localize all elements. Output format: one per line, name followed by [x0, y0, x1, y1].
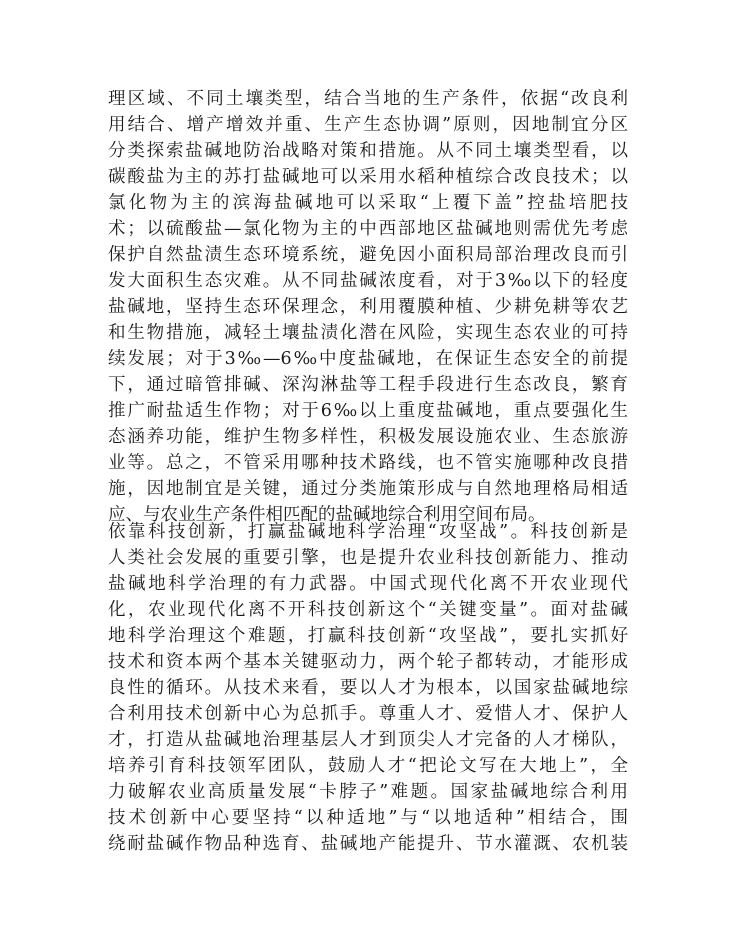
paragraph-line: 推广耐盐适生作物；对于6‰以上重度盐碱地，重点要强化生 [108, 401, 628, 421]
paragraph-line: 术；以硫酸盐—氯化物为主的中西部地区盐碱地则需优先考虑 [108, 219, 628, 239]
paragraph-line: 培养引育科技领军团队，鼓励人才“把论文写在大地上”，全 [108, 756, 628, 776]
paragraph-line: 续发展；对于3‰—6‰中度盐碱地，在保证生态安全的前提 [108, 349, 628, 369]
paragraph-line: 业等。总之，不管采用哪种技术路线，也不管实施哪种改良措 [108, 453, 628, 473]
paragraph-line: 下，通过暗管排碱、深沟淋盐等工程手段进行生态改良，繁育 [108, 375, 628, 395]
paragraph-line: 和生物措施，减轻土壤盐渍化潜在风险，实现生态农业的可持 [108, 323, 628, 343]
paragraph-line: 技术和资本两个基本关键驱动力，两个轮子都转动，才能形成 [108, 652, 628, 672]
paragraph-line: 用结合、增产增效并重、生产生态协调”原则，因地制宜分区 [108, 115, 628, 135]
paragraph-1 [108, 86, 628, 528]
paragraph-line: 应、与农业生产条件相匹配的盐碱地综合利用空间布局。 [108, 505, 546, 525]
paragraph-2 [108, 519, 628, 857]
paragraph-line: 合利用技术创新中心为总抓手。尊重人才、爱惜人才、保护人 [108, 704, 628, 724]
paragraph-line: 绕耐盐碱作物品种选育、盐碱地产能提升、节水灌溉、农机装 [108, 834, 628, 854]
paragraph-line: 力破解农业高质量发展“卡脖子”难题。国家盐碱地综合利用 [108, 782, 628, 802]
paragraph-line: 态涵养功能，维护生物多样性，积极发展设施农业、生态旅游 [108, 427, 628, 447]
paragraph-line: 依靠科技创新，打赢盐碱地科学治理“攻坚战”。科技创新是 [108, 522, 628, 542]
paragraph-line: 地科学治理这个难题，打赢科技创新“攻坚战”，要扎实抓好 [108, 626, 628, 646]
paragraph-line: 碳酸盐为主的苏打盐碱地可以采用水稻种植综合改良技术；以 [108, 167, 628, 187]
paragraph-line: 理区域、不同土壤类型，结合当地的生产条件，依据“改良利 [108, 89, 628, 109]
paragraph-line: 良性的循环。从技术来看，要以人才为根本，以国家盐碱地综 [108, 678, 628, 698]
paragraph-line: 发大面积生态灾难。从不同盐碱浓度看，对于3‰以下的轻度 [108, 271, 628, 291]
paragraph-line: 化，农业现代化离不开科技创新这个“关键变量”。面对盐碱 [108, 600, 628, 620]
paragraph-line: 技术创新中心要坚持“以种适地”与“以地适种”相结合，围 [108, 808, 628, 828]
paragraph-line: 盐碱地，坚持生态环保理念，利用覆膜种植、少耕免耕等农艺 [108, 297, 628, 317]
paragraph-line: 氯化物为主的滨海盐碱地可以采取“上覆下盖”控盐培肥技 [108, 193, 628, 213]
paragraph-line: 才，打造从盐碱地治理基层人才到顶尖人才完备的人才梯队， [108, 730, 628, 750]
paragraph-line: 保护自然盐渍生态环境系统，避免因小面积局部治理改良而引 [108, 245, 628, 265]
paragraph-line: 盐碱地科学治理的有力武器。中国式现代化离不开农业现代 [108, 574, 628, 594]
paragraph-line: 分类探索盐碱地防治战略对策和措施。从不同土壤类型看，以 [108, 141, 628, 161]
paragraph-line: 人类社会发展的重要引擎，也是提升农业科技创新能力、推动 [108, 548, 628, 568]
paragraph-line: 施，因地制宜是关键，通过分类施策形成与自然地理格局相适 [108, 479, 628, 499]
